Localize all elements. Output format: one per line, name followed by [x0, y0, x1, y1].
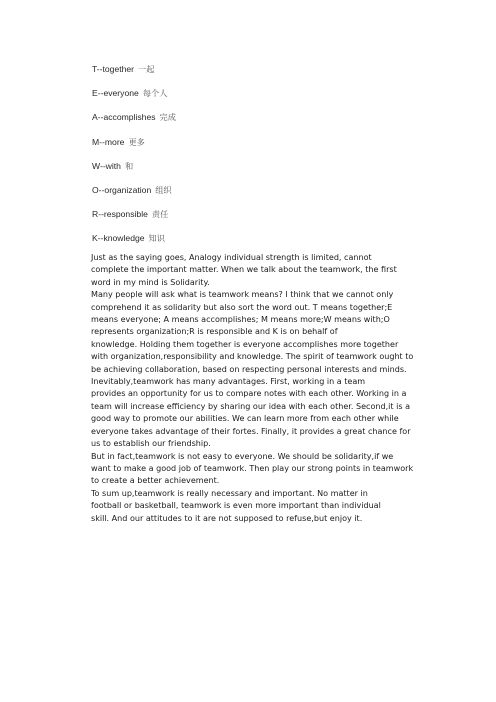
acronym-term: W--with — [92, 160, 121, 171]
acronym-item — [92, 87, 176, 111]
paragraph-advantages — [75, 376, 425, 450]
text-line: Inevitably,teamwork has many advantages. First, working in a team — [91, 377, 366, 387]
text-line: be achieving collaboration, based on respecting personal interests and minds. — [91, 364, 407, 374]
text-line: football or basketball, teamwork is even more important than individual — [91, 501, 381, 511]
text-line: team will increase efficiency by sharing our idea with each other. Second,it is a — [91, 401, 411, 411]
acronym-item — [92, 184, 176, 208]
acronym-term: K--knowledge — [92, 233, 145, 244]
text-line: knowledge. Holding them together is everyone accomplishes more together — [91, 339, 399, 349]
acronym-item — [92, 136, 176, 160]
text-line: represents organization;R is responsible and K is on behalf of — [91, 327, 338, 337]
paragraph-conclusion — [75, 488, 425, 525]
paragraph-intro — [75, 252, 425, 289]
essay-body — [75, 252, 425, 525]
acronym-translation: 组织 — [155, 184, 172, 195]
acronym-item — [92, 208, 176, 232]
paragraph-definition — [75, 289, 425, 376]
acronym-item — [92, 63, 176, 87]
text-line: To sum up,teamwork is really necessary and important. No matter in — [91, 488, 368, 498]
text-line: good way to promote our abilities. We can learn more from each other while — [91, 414, 399, 424]
acronym-item — [92, 111, 176, 135]
text-line: to create a better achievement. — [91, 476, 220, 486]
text-line: word in my mind is Solidarity. — [91, 277, 210, 287]
acronym-term: A--accomplishes — [92, 112, 156, 123]
text-line: with organization,responsibility and knowledge. The spirit of teamwork ought to — [91, 352, 414, 362]
paragraph-difficulty — [75, 451, 425, 488]
acronym-translation: 知识 — [148, 233, 165, 244]
text-line: Many people will ask what is teamwork means? I think that we cannot only — [91, 290, 394, 300]
text-line: But in fact,teamwork is not easy to everyone. We should be solidarity,if we — [91, 451, 394, 461]
acronym-translation: 更多 — [128, 136, 145, 147]
text-line: skill. And our attitudes to it are not supposed to refuse,but enjoy it. — [91, 513, 363, 523]
text-line: everyone takes advantage of their fortes. Finally, it provides a great chance for — [91, 426, 411, 436]
acronym-translation: 完成 — [159, 112, 176, 123]
text-line: us to establish our friendship. — [91, 439, 211, 449]
text-line: means everyone; A means accomplishes; M means more;W means with;O — [91, 315, 390, 325]
acronym-term: T--together — [92, 64, 135, 74]
acronym-translation: 和 — [124, 160, 134, 171]
text-line: complete the important matter. When we talk about the teamwork, the first — [91, 265, 397, 275]
acronym-translation: 责任 — [151, 209, 169, 220]
acronym-term: M--more — [92, 136, 125, 147]
acronym-translation: 一起 — [138, 64, 155, 74]
acronym-term: E--everyone — [92, 88, 139, 99]
acronym-term: O--organization — [92, 184, 152, 195]
text-line: provides an opportunity for us to compare notes with each other. Working in a — [91, 389, 407, 399]
acronym-list — [92, 63, 176, 257]
text-line: Just as the saying goes, Analogy individual strength is limited, cannot — [91, 253, 372, 262]
acronym-item — [92, 160, 176, 184]
text-line: want to make a good job of teamwork. Then play our strong points in teamwork — [91, 463, 414, 473]
acronym-translation: 每个人 — [142, 88, 168, 99]
acronym-term: R--responsible — [92, 209, 148, 220]
text-line: comprehend it as solidarity but also sort the word out. T means together;E — [91, 302, 393, 312]
